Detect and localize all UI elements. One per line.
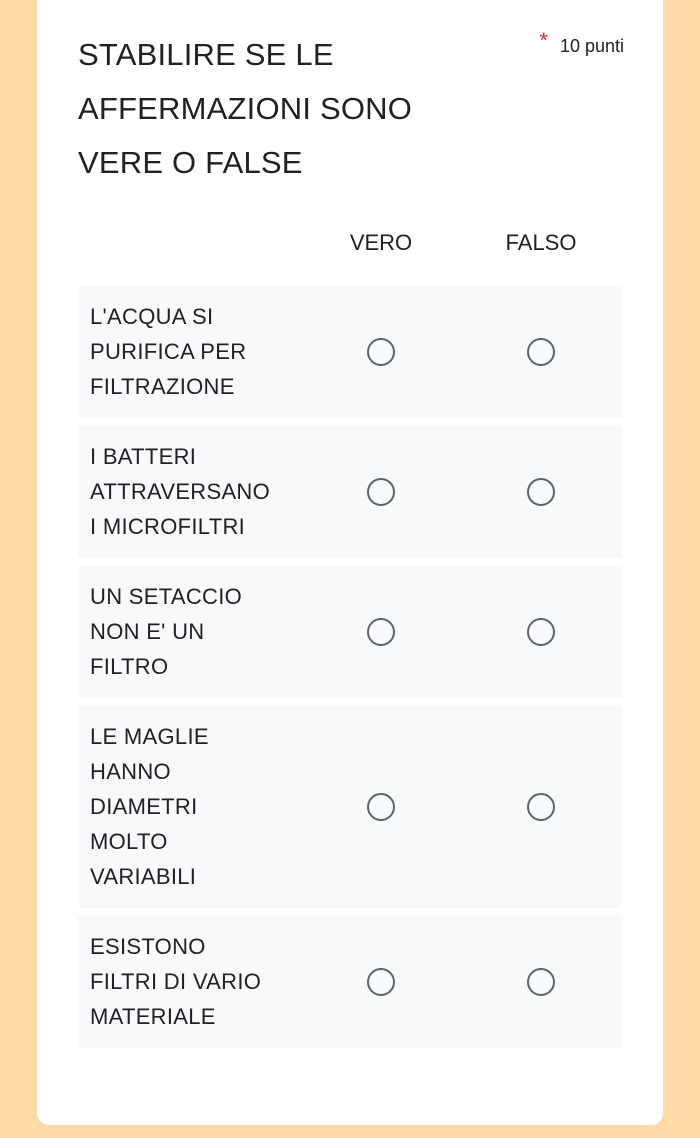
column-header-vero: VERO [349,230,413,255]
question-card [37,0,663,1125]
choice-grid [78,218,623,1055]
question-title: STABILIRE SE LE AFFERMAZIONI SONO VERE O FALSE [78,37,413,180]
radio-vero[interactable] [367,793,395,821]
radio-falso[interactable] [527,478,555,506]
question-meta [539,28,624,57]
radio-vero[interactable] [367,478,395,506]
grid-row [78,285,623,418]
grid-row [78,915,623,1048]
radio-falso[interactable] [527,338,555,366]
question-header [78,28,624,208]
grid-row-label: L'ACQUA SI PURIFICA PER FILTRAZIONE [90,304,247,399]
grid-row-label: I BATTERI ATTRAVERSANO I MICROFILTRI [90,444,271,539]
radio-falso[interactable] [527,793,555,821]
radio-falso[interactable] [527,618,555,646]
required-star-icon: * [539,28,548,53]
grid-row [78,425,623,558]
grid-row-label: UN SETACCIO NON E' UN FILTRO [90,584,243,679]
column-header-falso: FALSO [505,230,577,255]
radio-vero[interactable] [367,618,395,646]
grid-row [78,705,623,908]
radio-vero[interactable] [367,968,395,996]
radio-vero[interactable] [367,338,395,366]
grid-row-label: LE MAGLIE HANNO DIAMETRI MOLTO VARIABILI [90,724,209,889]
radio-falso[interactable] [527,968,555,996]
grid-column-headers [78,218,623,285]
grid-row-label: ESISTONO FILTRI DI VARIO MATERIALE [90,934,262,1029]
question-points: 10 punti [559,36,624,56]
grid-row [78,565,623,698]
